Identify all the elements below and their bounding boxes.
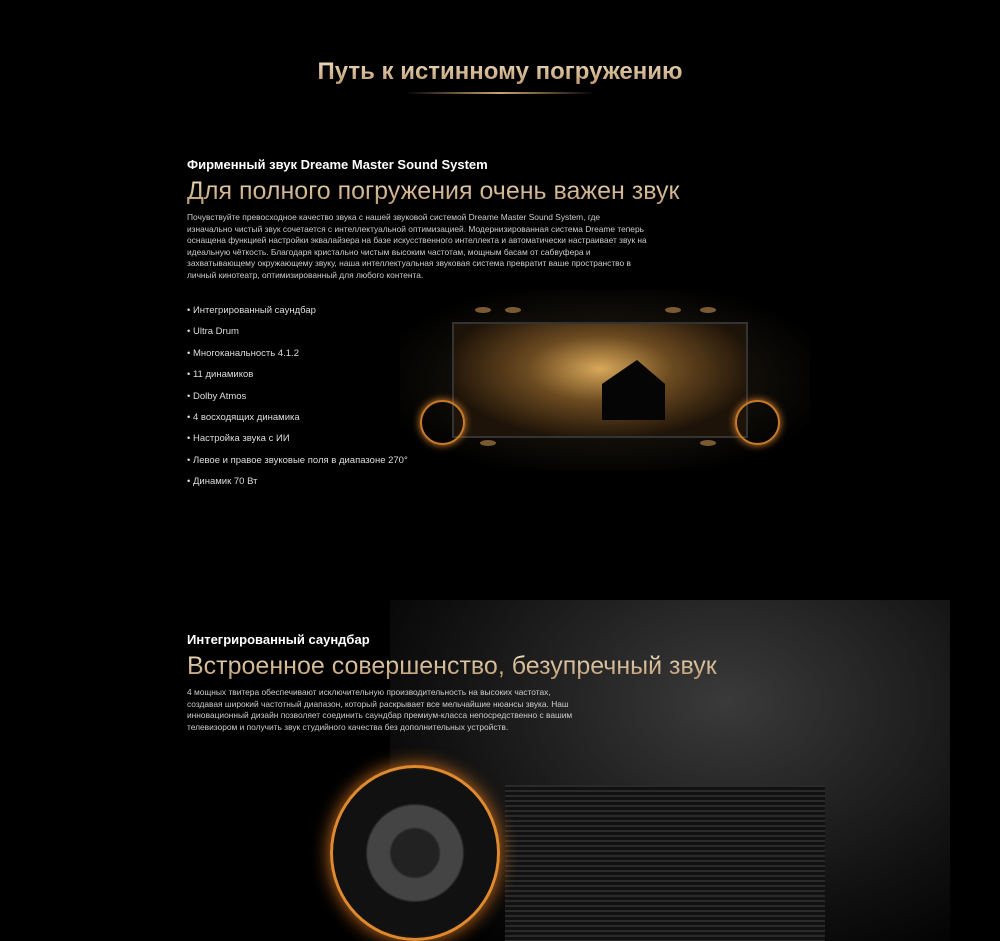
speaker-icon (505, 307, 521, 313)
speaker-icon (700, 440, 716, 446)
soundbar-grille (505, 785, 825, 941)
list-item: • Настройка звука с ИИ (187, 433, 408, 454)
right-speaker-wave-icon (735, 400, 780, 445)
page-title: Путь к истинному погружению (0, 58, 1000, 86)
list-item: • Ultra Drum (187, 326, 408, 347)
list-item: • Левое и правое звуковые поля в диапазоне 270° (187, 455, 408, 476)
section-eyebrow: Интегрированный саундбар (187, 632, 370, 647)
list-item: • 4 восходящих динамика (187, 412, 408, 433)
soundbar-section (187, 632, 807, 733)
speaker-icon (700, 307, 716, 313)
speaker-icon (665, 307, 681, 313)
list-item: • Динамик 70 Вт (187, 476, 408, 497)
list-item: • Dolby Atmos (187, 391, 408, 412)
list-item: • Многоканальность 4.1.2 (187, 348, 408, 369)
section-description: Почувствуйте превосходное качество звука с нашей звуковой системой Dreame Master Sound System, где изначально чистый звук сочетается с интеллектуальной оптимизацией. Модернизированная система Dreame теперь оснащена функцией настройки эквалайзера на базе искусственного интеллекта и автоматически настраивает звук на идеальную чёткость. Благодаря кристально чистым высоким частотам, мощным басам от сабвуфера и захватывающему окружающему звуку, наша интеллектуальная звуковая система превратит ваше пространство в личный кинотеатр, оптимизированный для любого контента. (187, 212, 647, 280)
speaker-icon (480, 440, 496, 446)
feature-list (187, 305, 408, 498)
section-description: 4 мощных твитера обеспечивают исключительную производительность на высоких частотах, создавая широкий частотный диапазон, который раскрывает все мельчайшие нюансы звука. Наш инновационный дизайн позволяет соединить саундбар премиум-класса непосредственно с вашим телевизором и получить звук студийного качества без дополнительных устройств. (187, 687, 573, 732)
tv-screen-image (452, 322, 748, 438)
sound-system-section (187, 157, 807, 281)
list-item: • Интегрированный саундбар (187, 305, 408, 326)
title-divider (405, 92, 595, 94)
section-heading: Встроенное совершенство, безупречный звук (187, 651, 807, 681)
list-item: • 11 динамиков (187, 369, 408, 390)
section-heading: Для полного погружения очень важен звук (187, 176, 807, 206)
section-eyebrow: Фирменный звук Dreame Master Sound System (187, 157, 488, 172)
woofer-speaker-icon (330, 765, 500, 941)
left-speaker-wave-icon (420, 400, 465, 445)
speaker-icon (475, 307, 491, 313)
